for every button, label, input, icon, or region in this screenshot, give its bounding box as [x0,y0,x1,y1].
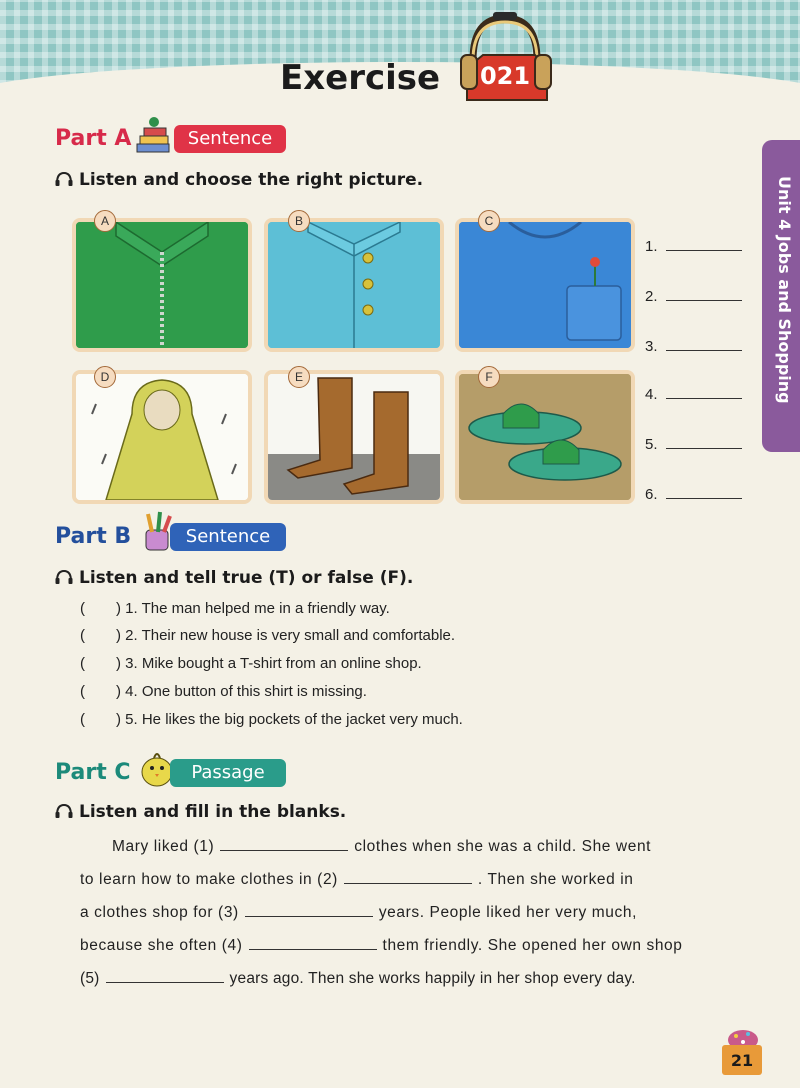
passage-line-1 [112,836,651,856]
tf-item-text: 1. The man helped me in a friendly way. [125,600,390,617]
picture-b-letter: B [288,210,310,232]
passage-text: years ago. Then she works happily in her shop every day. [229,970,636,987]
part-a-label: Part A [55,126,132,151]
passage-text: a clothes shop for (3) [80,904,239,921]
part-c-passage-tag: Passage [170,759,286,787]
passage-line-4 [80,935,683,955]
headphones-icon [55,569,73,585]
blank-4[interactable] [249,935,377,950]
part-c-instruction-row [55,802,346,822]
passage-text: (5) [80,970,100,987]
picture-f[interactable] [455,370,635,504]
picture-b[interactable] [264,218,444,352]
tf-item-3[interactable] [80,655,422,672]
passage-line-2 [80,869,634,889]
tf-close-paren: ) [116,683,121,700]
books-icon [134,114,174,156]
picture-c[interactable] [455,218,635,352]
tf-item-5[interactable] [80,711,463,728]
tf-close-paren: ) [116,711,121,728]
exercise-title: Exercise [280,58,441,98]
answer-line-6[interactable] [645,484,742,503]
tf-item-text: 3. Mike bought a T-shirt from an online shop. [125,655,422,672]
blank-5[interactable] [106,968,224,983]
part-a-instruction-row [55,170,423,190]
picture-f-letter: F [478,366,500,388]
headphones-icon [55,803,73,819]
unit-side-tab-label: Unit 4 Jobs and Shopping [775,176,794,404]
part-b-instruction-row [55,568,413,588]
passage-text: to learn how to make clothes in (2) [80,871,338,888]
raincoat-icon [76,374,248,500]
answer-number: 2. [645,288,658,305]
tf-item-4[interactable] [80,683,367,700]
tf-item-1[interactable] [80,600,390,617]
passage-text: clothes when she was a child. She went [354,838,652,855]
answer-line-3[interactable] [645,336,742,355]
tf-close-paren: ) [116,600,121,617]
blue-button-shirt-icon [268,222,440,348]
passage-text: because she often (4) [80,937,243,954]
answer-number: 3. [645,338,658,355]
headphones-icon [55,171,73,187]
picture-e[interactable] [264,370,444,504]
passage-text: them friendly. She opened her own shop [382,937,683,954]
part-c-instruction: Listen and fill in the blanks. [79,802,347,822]
answer-line-2[interactable] [645,286,742,305]
passage-line-5 [80,968,636,988]
tf-item-text: 4. One button of this shirt is missing. [125,683,367,700]
headphone-badge-icon [455,10,555,105]
blank-2[interactable] [344,869,472,884]
answer-number: 4. [645,386,658,403]
blue-tshirt-pocket-icon [459,222,631,348]
tf-item-2[interactable] [80,627,455,644]
passage-line-3 [80,902,637,922]
green-zip-shirt-icon [76,222,248,348]
picture-a[interactable] [72,218,252,352]
passage-text: Mary liked (1) [112,838,215,855]
picture-d[interactable] [72,370,252,504]
answer-line-1[interactable] [645,236,742,255]
answer-number: 5. [645,436,658,453]
answer-number: 6. [645,486,658,503]
tf-item-text: 2. Their new house is very small and comfortable. [125,627,456,644]
slippers-icon [459,374,631,500]
picture-c-letter: C [478,210,500,232]
part-a-sentence-tag: Sentence [174,125,286,153]
picture-d-letter: D [94,366,116,388]
answer-line-4[interactable] [645,384,742,403]
picture-a-letter: A [94,210,116,232]
blank-3[interactable] [245,902,373,917]
tf-open-paren: ( [80,711,85,728]
tf-open-paren: ( [80,600,85,617]
part-c-label: Part C [55,760,131,785]
passage-text: . Then she worked in [477,871,634,888]
part-b-instruction: Listen and tell true (T) or false (F). [79,568,414,588]
tf-item-text: 5. He likes the big pockets of the jacket very much. [125,711,463,728]
part-b-label: Part B [55,524,132,549]
page-number: 21 [722,1045,762,1075]
tf-open-paren: ( [80,655,85,672]
tf-open-paren: ( [80,627,85,644]
tf-close-paren: ) [116,655,121,672]
tf-close-paren: ) [116,627,121,644]
answer-number: 1. [645,238,658,255]
answer-line-5[interactable] [645,434,742,453]
exercise-number-badge: 021 [479,62,531,90]
part-b-sentence-tag: Sentence [170,523,286,551]
tf-open-paren: ( [80,683,85,700]
part-a-instruction: Listen and choose the right picture. [79,170,424,190]
passage-text: years. People liked her very much, [378,904,637,921]
boots-icon [268,374,440,500]
blank-1[interactable] [220,836,348,851]
picture-e-letter: E [288,366,310,388]
